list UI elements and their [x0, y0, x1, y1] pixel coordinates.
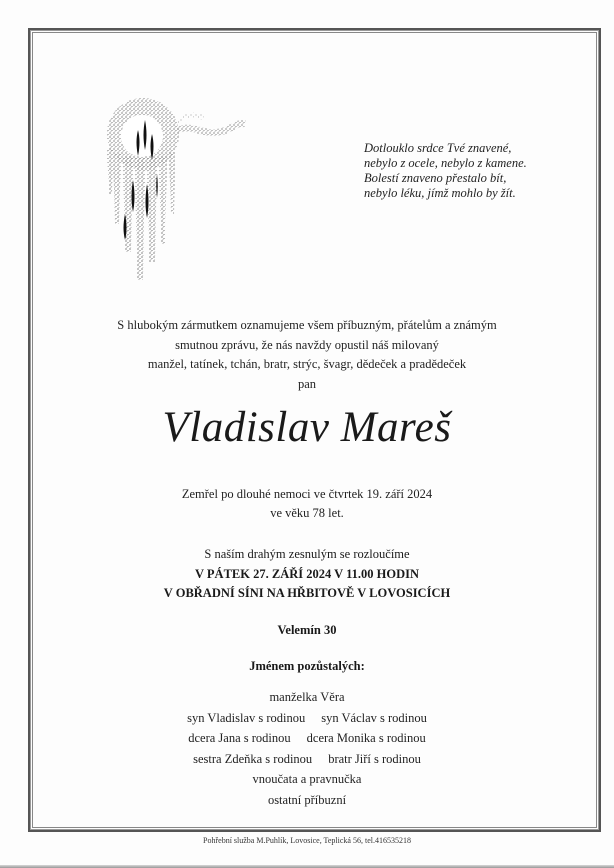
- mourner-row: [0, 708, 614, 729]
- mourner: bratr Jiří s rodinou: [328, 751, 421, 766]
- mourner: manželka Věra: [269, 690, 345, 704]
- mourner-row: [0, 749, 614, 770]
- mourner-row: [0, 769, 614, 790]
- family-address: Velemín 30: [277, 623, 337, 637]
- intro-line: smutnou zprávu, že nás navždy opustil náš milovaný: [175, 337, 439, 352]
- funeral-place: V OBŘADNÍ SÍNI NA HŘBITOVĚ V LOVOSICÍCH: [163, 586, 451, 600]
- mourner: vnoučata a pravnučka: [252, 772, 362, 786]
- mourner: dcera Monika s rodinou: [306, 731, 426, 745]
- mourner: syn Vladislav s rodinou: [187, 710, 306, 725]
- mourner: dcera Jana s rodinou: [188, 731, 291, 745]
- funeral-datetime: V PÁTEK 27. ZÁŘÍ 2024 V 11.00 HODIN: [195, 566, 419, 581]
- death-info: [0, 485, 614, 523]
- mourners-list: [0, 687, 614, 810]
- mourner-row: [0, 790, 614, 811]
- mourner-row: [0, 728, 614, 749]
- death-line: ve věku 78 let.: [270, 506, 344, 520]
- announcement-intro: [0, 316, 614, 394]
- intro-line: pan: [297, 376, 317, 391]
- death-line: Zemřel po dlouhé nemoci ve čtvrtek 19. září 2024: [181, 487, 433, 501]
- poem-line: Bolestí znaveno přestalo bít,: [364, 171, 507, 185]
- poem-line: nebylo léku, jímž mohlo by žít.: [364, 186, 516, 200]
- mourners-title: Jménem pozůstalých:: [249, 659, 365, 673]
- mourner: syn Václav s rodinou: [321, 710, 427, 725]
- mourner-row: [0, 687, 614, 708]
- intro-line: manžel, tatínek, tchán, bratr, strýc, švagr, dědeček a pradědeček: [147, 357, 467, 371]
- deceased-name: Vladislav Mareš: [162, 404, 452, 451]
- funeral-intro: S naším drahým zesnulým se rozloučíme: [204, 547, 410, 561]
- funeral-info: [0, 545, 614, 604]
- mourner: sestra Zdeňka s rodinou: [193, 751, 313, 766]
- poem-line: Dotlouklo srdce Tvé znavené,: [364, 141, 512, 155]
- poem: [364, 141, 527, 201]
- poem-line: nebylo z ocele, nebylo z kamene.: [364, 156, 527, 170]
- funeral-service-footer: Pohřební služba M.Puhlík, Lovosice, Teplická 56, tel.416535218: [203, 836, 411, 845]
- intro-line: S hlubokým zármutkem oznamujeme všem příbuzným, přátelům a známým: [117, 318, 497, 332]
- mourner: ostatní příbuzní: [267, 792, 347, 807]
- moon-with-dripping-stipple-icon: [85, 84, 255, 280]
